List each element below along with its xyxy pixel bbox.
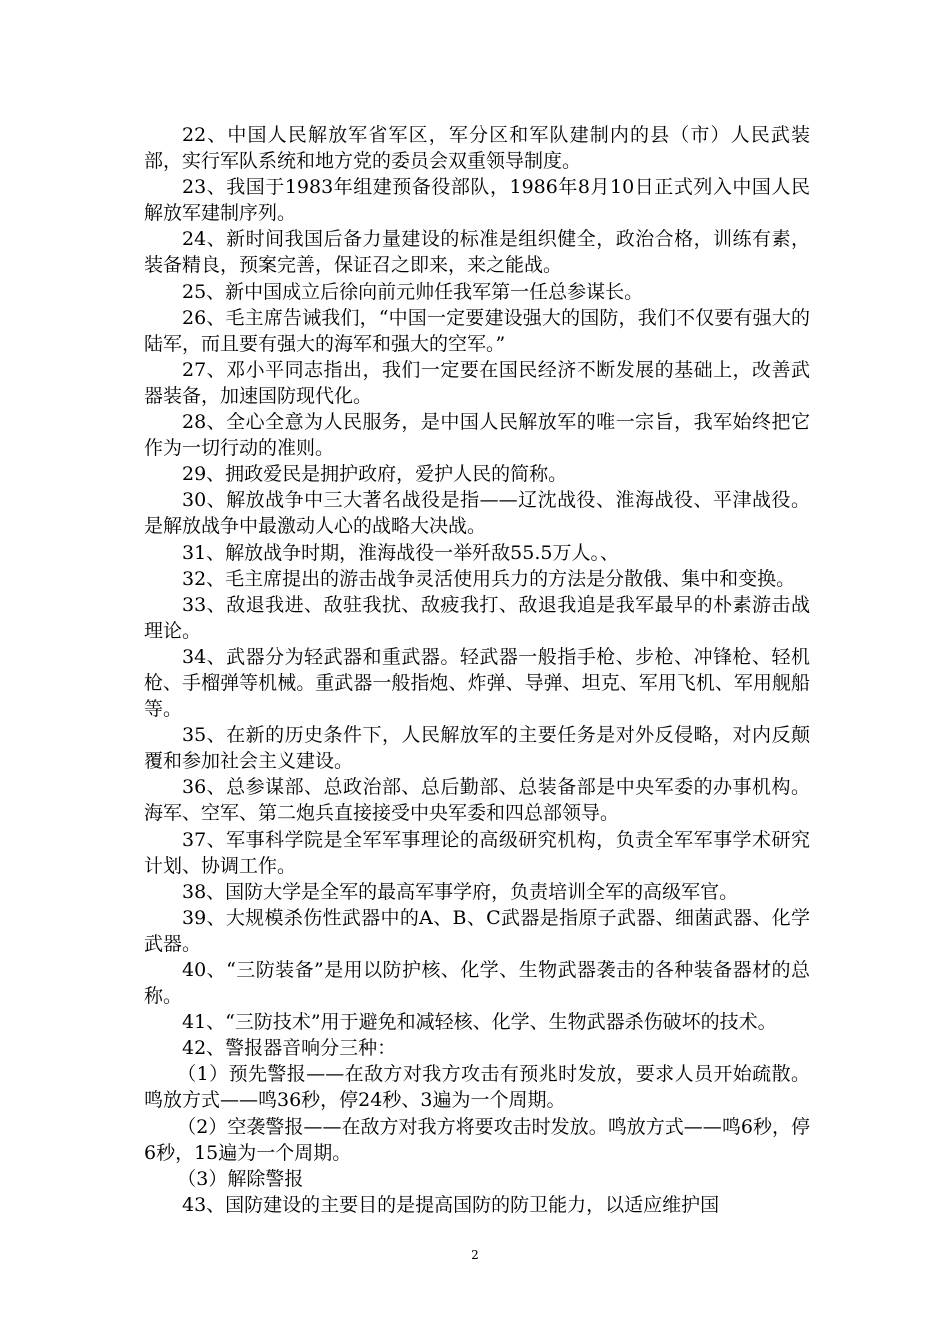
paragraph-42-item-2: （2）空袭警报——在敌方对我方将要攻击时发放。鸣放方式——鸣6秒，停6秒，15遍为一个周期。 xyxy=(144,1115,810,1164)
paragraph-33: 33、敌退我进、敌驻我扰、敌疲我打、敌退我追是我军最早的朴素游击战理论。 xyxy=(144,593,810,642)
paragraph-43: 43、国防建设的主要目的是提高国防的防卫能力，以适应维护国 xyxy=(182,1193,720,1216)
paragraph-32: 32、毛主席提出的游击战争灵活使用兵力的方法是分散俄、集中和变换。 xyxy=(182,567,796,590)
page-number: 2 xyxy=(471,1248,479,1262)
paragraph-39: 39、大规模杀伤性武器中的A、B、C武器是指原子武器、细菌武器、化学武器。 xyxy=(144,906,810,955)
paragraph-29: 29、拥政爱民是拥护政府，爱护人民的简称。 xyxy=(182,463,568,486)
paragraph-31: 31、解放战争时期，淮海战役一举歼敌55.5万人。、 xyxy=(182,541,619,564)
paragraph-27: 27、邓小平同志指出，我们一定要在国民经济不断发展的基础上，改善武器装备，加速国防现代化。 xyxy=(144,358,810,407)
paragraph-35: 35、在新的历史条件下，人民解放军的主要任务是对外反侵略，对内反颠覆和参加社会主义建设。 xyxy=(144,724,810,773)
paragraph-42-item-3: （3）解除警报 xyxy=(177,1167,304,1190)
paragraph-38: 38、国防大学是全军的最高军事学府，负责培训全军的高级军官。 xyxy=(182,880,739,903)
paragraph-40: 40、“三防装备”是用以防护核、化学、生物武器袭击的各种装备器材的总称。 xyxy=(144,959,810,1008)
paragraph-37: 37、军事科学院是全军军事理论的高级研究机构，负责全军军事学术研究计划、协调工作。 xyxy=(144,828,810,877)
paragraph-36: 36、总参谋部、总政治部、总后勤部、总装备部是中央军委的办事机构。海军、空军、第二炮兵直接接受中央军委和四总部领导。 xyxy=(144,776,810,825)
paragraph-23: 23、我国于1983年组建预备役部队，1986年8月10日正式列入中国人民解放军建制序列。 xyxy=(144,176,810,225)
paragraph-22: 22、中国人民解放军省军区，军分区和军队建制内的县（市）人民武装部，实行军队系统和地方党的委员会双重领导制度。 xyxy=(144,124,810,173)
paragraph-24: 24、新时间我国后备力量建设的标准是组织健全，政治合格，训练有素，装备精良，预案完善，保证召之即来，来之能战。 xyxy=(144,228,810,277)
document-body xyxy=(144,122,810,1218)
paragraph-41: 41、“三防技术”用于避免和减轻核、化学、生物武器杀伤破坏的技术。 xyxy=(182,1011,777,1034)
paragraph-26: 26、毛主席告诫我们，“中国一定要建设强大的国防，我们不仅要有强大的陆军，而且要有强大的海军和强大的空军。” xyxy=(144,306,810,355)
paragraph-30: 30、解放战争中三大著名战役是指——辽沈战役、淮海战役、平津战役。是解放战争中最激动人心的战略大决战。 xyxy=(144,489,810,538)
paragraph-34: 34、武器分为轻武器和重武器。轻武器一般指手枪、步枪、冲锋枪、轻机枪、手榴弹等机械。重武器一般指炮、炸弹、导弹、坦克、军用飞机、军用舰船等。 xyxy=(144,645,810,721)
paragraph-28: 28、全心全意为人民服务，是中国人民解放军的唯一宗旨，我军始终把它作为一切行动的准则。 xyxy=(144,411,810,460)
paragraph-25: 25、新中国成立后徐向前元帅任我军第一任总参谋长。 xyxy=(182,280,644,303)
paragraph-42-item-1: （1）预先警报——在敌方对我方攻击有预兆时发放，要求人员开始疏散。鸣放方式——鸣36秒，停24秒、3遍为一个周期。 xyxy=(144,1063,810,1112)
paragraph-42: 42、警报器音响分三种： xyxy=(182,1037,397,1060)
